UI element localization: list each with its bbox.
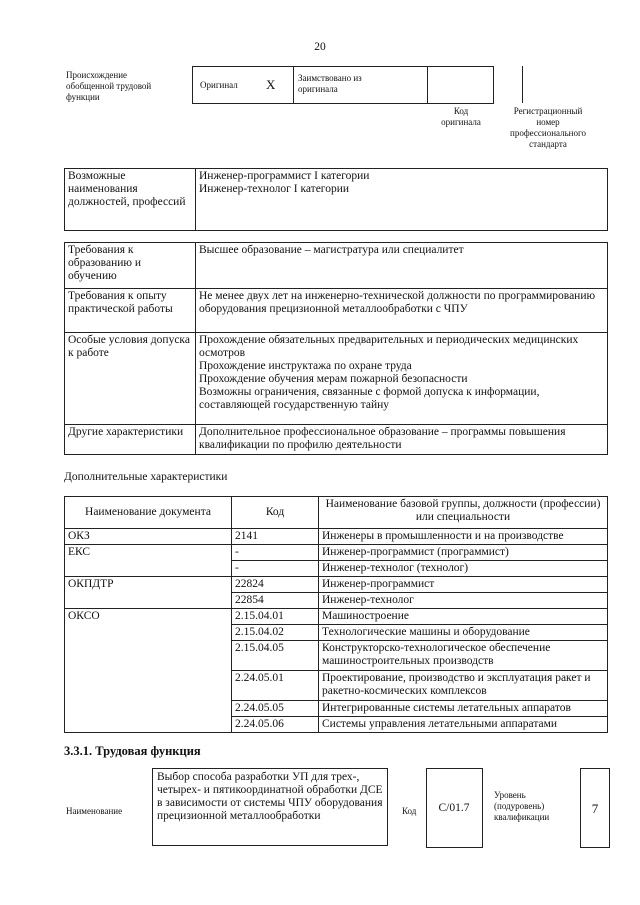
table-row bbox=[65, 609, 608, 625]
origin-label: Происхождение обобщенной трудовой функции bbox=[66, 70, 152, 102]
code-cell: 22854 bbox=[232, 593, 319, 609]
additional-title: Дополнительные характеристики bbox=[64, 471, 228, 483]
req-label: Требования к опыту практической работы bbox=[65, 289, 196, 333]
registration-caption: Регистрационный номер профессионального стандарта bbox=[510, 106, 586, 149]
doc-cell: ЕКС bbox=[65, 545, 232, 577]
table-row bbox=[65, 529, 608, 545]
position-item: Инженер-технолог I категории bbox=[199, 183, 350, 195]
positions-values bbox=[196, 169, 608, 231]
code-cell: 2.15.04.02 bbox=[232, 625, 319, 641]
name-cell: Инженеры в промышленности и на производстве bbox=[319, 529, 608, 545]
req-value: Высшее образование – магистратура или специалитет bbox=[196, 243, 608, 289]
doc-cell: ОКЗ bbox=[65, 529, 232, 545]
req-line: Прохождение инструктажа по охране труда bbox=[199, 360, 412, 372]
borrowed-label: Заимствовано из оригинала bbox=[298, 73, 362, 94]
code-cell: 2.24.05.06 bbox=[232, 717, 319, 733]
col-header-doc: Наименование документа bbox=[65, 497, 232, 529]
function-name-value: Выбор способа разработки УП для трех-, четырех- и пятикоординатной обработки ДСЕ в зависимости от системы ЧПУ оборудования прецизионной металлообработки bbox=[157, 771, 383, 822]
name-cell: Технологические машины и оборудование bbox=[319, 625, 608, 641]
name-cell: Инженер-программист bbox=[319, 577, 608, 593]
code-cell: 2.24.05.05 bbox=[232, 701, 319, 717]
name-cell: Проектирование, производство и эксплуатация ракет и ракетно-космических комплексов bbox=[319, 671, 608, 701]
req-line: Прохождение обязательных предварительных и периодических медицинских осмотров bbox=[199, 334, 579, 359]
code-cell: 22824 bbox=[232, 577, 319, 593]
req-label: Особые условия допуска к работе bbox=[65, 333, 196, 425]
positions-label: Возможные наименования должностей, профессий bbox=[65, 169, 196, 231]
function-heading: 3.3.1. Трудовая функция bbox=[64, 744, 201, 758]
req-value bbox=[196, 333, 608, 425]
req-label: Другие характеристики bbox=[65, 425, 196, 455]
name-cell: Инженер-технолог bbox=[319, 593, 608, 609]
positions-table bbox=[64, 168, 608, 231]
code-cell: 2141 bbox=[232, 529, 319, 545]
col-header-name: Наименование базовой группы, должности (профессии) или специальности bbox=[319, 497, 608, 529]
original-mark: X bbox=[266, 77, 276, 92]
name-cell: Машиностроение bbox=[319, 609, 608, 625]
name-cell: Конструкторско-технологическое обеспечение машиностроительных производств bbox=[319, 641, 608, 671]
req-value: Дополнительное профессиональное образование – программы повышения квалификации по профилю деятельности bbox=[196, 425, 608, 455]
requirements-table bbox=[64, 242, 608, 455]
level-label: Уровень (подуровень) квалификации bbox=[494, 790, 550, 822]
req-value: Не менее двух лет на инженерно-технической должности по программированию оборудования прецизионной металлообработки с ЧПУ bbox=[196, 289, 608, 333]
table-row bbox=[65, 545, 608, 561]
name-cell: Интегрированные системы летательных аппаратов bbox=[319, 701, 608, 717]
doc-cell: ОКПДТР bbox=[65, 577, 232, 609]
name-cell: Системы управления летательными аппаратами bbox=[319, 717, 608, 733]
name-cell: Инженер-технолог (технолог) bbox=[319, 561, 608, 577]
name-cell: Инженер-программист (программист) bbox=[319, 545, 608, 561]
page-number: 20 bbox=[314, 41, 326, 53]
position-item: Инженер-программист I категории bbox=[199, 170, 370, 182]
req-label: Требования к образованию и обучению bbox=[65, 243, 196, 289]
req-line: Возможны ограничения, связанные с формой допуска к информации, составляющей государственную тайну bbox=[199, 386, 540, 411]
table-row bbox=[65, 577, 608, 593]
function-name-box bbox=[152, 768, 388, 846]
additional-table bbox=[64, 496, 608, 733]
req-line: Прохождение обучения мерам пожарной безопасности bbox=[199, 373, 468, 385]
function-name-label: Наименование bbox=[66, 806, 123, 816]
code-cell: - bbox=[232, 561, 319, 577]
col-header-code: Код bbox=[232, 497, 319, 529]
level-value: 7 bbox=[591, 801, 599, 816]
code-cell: 2.24.05.01 bbox=[232, 671, 319, 701]
code-cell: 2.15.04.05 bbox=[232, 641, 319, 671]
code-cell: - bbox=[232, 545, 319, 561]
doc-cell: ОКСО bbox=[65, 609, 232, 733]
code-cell: 2.15.04.01 bbox=[232, 609, 319, 625]
function-code-label: Код bbox=[402, 806, 417, 816]
code-original-caption: Код оригинала bbox=[441, 106, 481, 127]
function-code-value: C/01.7 bbox=[438, 802, 470, 814]
original-label: Оригинал bbox=[200, 80, 238, 90]
